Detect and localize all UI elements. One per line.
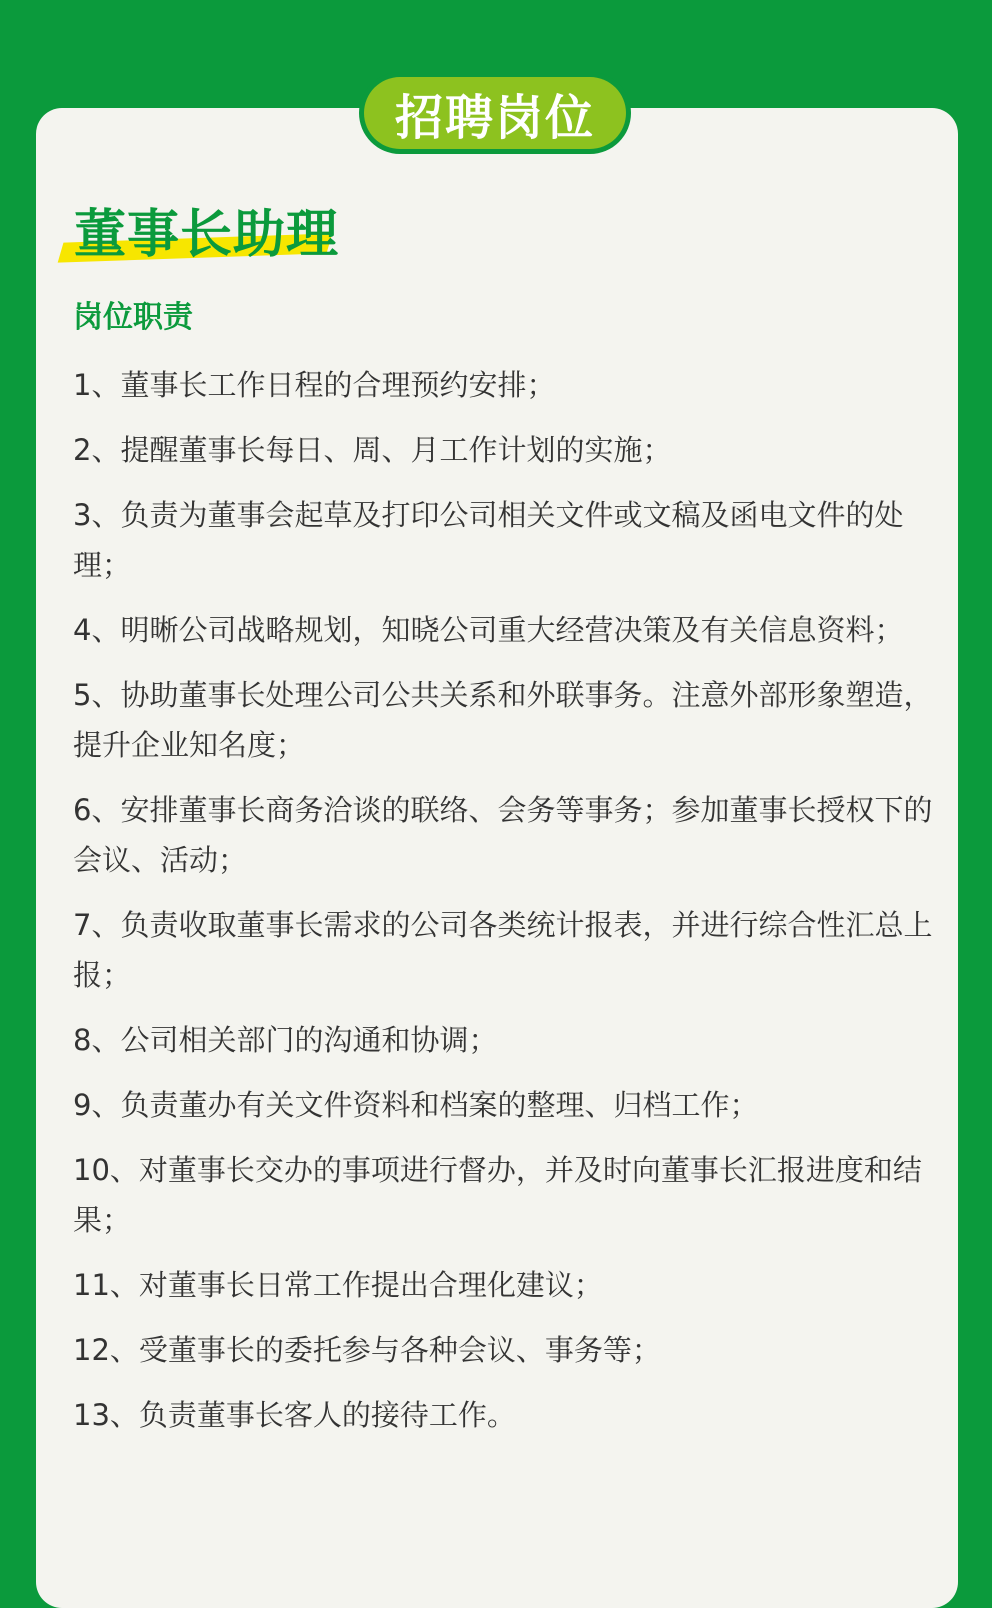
duty-item: 7、负责收取董事长需求的公司各类统计报表，并进行综合性汇总上报； [73, 908, 933, 992]
duty-item: 3、负责为董事会起草及打印公司相关文件或文稿及函电文件的处理； [73, 498, 904, 582]
section-badge-pill [364, 77, 626, 149]
duty-item: 11、对董事长日常工作提出合理化建议； [73, 1268, 603, 1302]
job-title-block [60, 200, 339, 270]
duty-item: 1、董事长工作日程的合理预约安排； [73, 368, 556, 402]
section-badge [359, 72, 631, 154]
duty-item: 5、协助董事长处理公司公共关系和外联事务。注意外部形象塑造，提升企业知名度； [73, 678, 933, 762]
section-badge-label: 招聘岗位 [394, 89, 595, 146]
duty-item: 2、提醒董事长每日、周、月工作计划的实施； [73, 433, 672, 467]
duty-item: 9、负责董办有关文件资料和档案的整理、归档工作； [73, 1088, 759, 1122]
duty-item: 6、安排董事长商务洽谈的联络、会务等事务；参加董事长授权下的会议、活动； [73, 793, 933, 877]
duty-item: 10、对董事长交办的事项进行督办，并及时向董事长汇报进度和结果； [73, 1153, 922, 1237]
duty-item: 4、明晰公司战略规划，知晓公司重大经营决策及有关信息资料； [73, 613, 904, 647]
duty-item: 12、受董事长的委托参与各种会议、事务等； [73, 1333, 661, 1367]
duty-list [73, 360, 935, 1455]
duty-item: 13、负责董事长客人的接待工作。 [73, 1398, 516, 1432]
responsibilities-heading: 岗位职责 [73, 300, 193, 335]
job-title: 董事长助理 [74, 205, 340, 265]
duty-item: 8、公司相关部门的沟通和协调； [73, 1023, 498, 1057]
